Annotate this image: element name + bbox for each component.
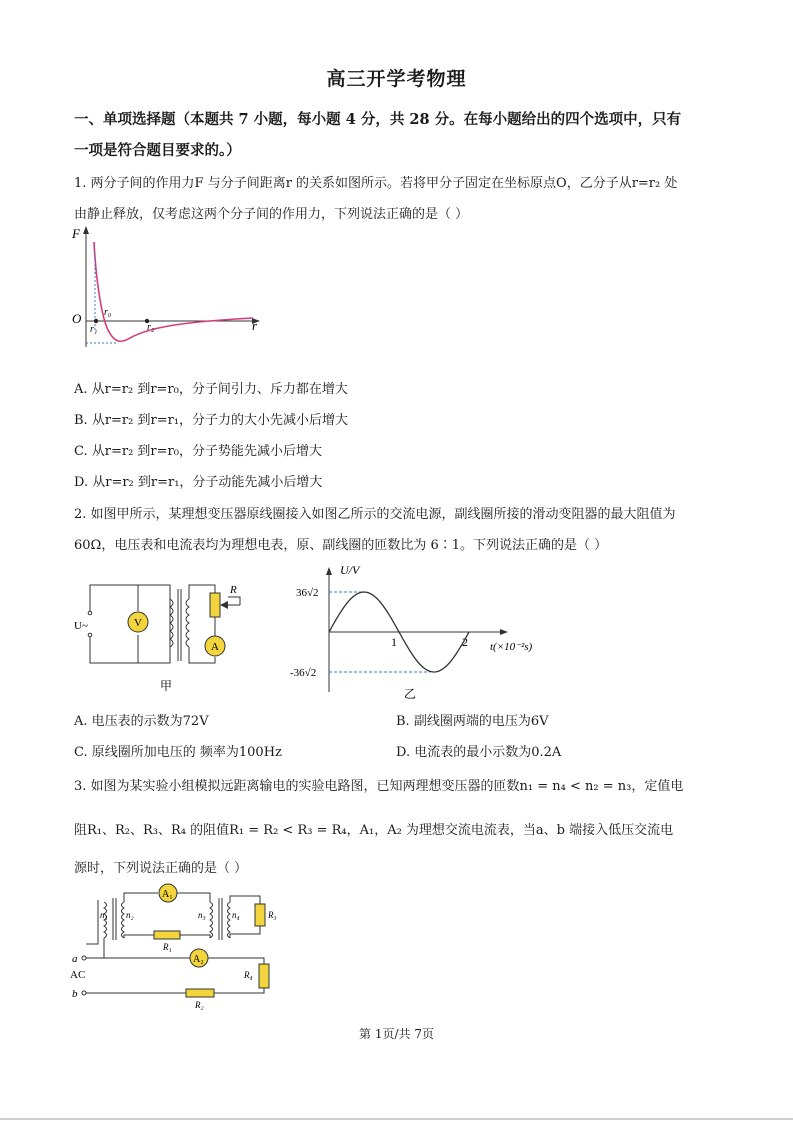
ymin-label: -36√2	[290, 667, 317, 679]
q2-transformer-circuit	[70, 575, 260, 695]
q3-stem: 3. 如图为某实验小组模拟远距离输电的实验电路图，已知两理想变压器的匝数n₁ = n₄ < n₂ = n₃，定值电	[74, 779, 684, 794]
graph-caption: 乙	[404, 687, 417, 701]
q1-stem-cont: 由静止释放，仅考虑这两个分子间的作用力，下列说法正确的是（ ）	[74, 207, 469, 222]
graph-ylabel: U/V	[340, 563, 360, 577]
n1-label: n₁	[100, 910, 108, 920]
q2-option-d: D. 电流表的最小示数为0.2A	[396, 745, 562, 760]
tick-2-label: 2	[462, 635, 468, 649]
q2-stem-cont: 60Ω，电压表和电流表均为理想电表，原、副线圈的匝数比为 6∶1。下列说法正确的是（ ）	[74, 538, 608, 553]
r0-label: r₀	[104, 307, 112, 318]
coil-n4	[228, 902, 231, 938]
q2-voltage-graph	[282, 562, 533, 702]
coil-n2	[122, 902, 125, 938]
axis-r-label: r	[252, 318, 258, 333]
ac-label: AC	[70, 969, 86, 981]
circuit-caption: 甲	[160, 679, 173, 693]
coil-n1	[104, 902, 107, 938]
q1-option-b: B. 从r=r₂ 到r=r₁，分子力的大小先减小后增大	[74, 413, 349, 428]
resistor-r2	[186, 989, 214, 997]
bottom-divider	[0, 1118, 793, 1120]
r1-label: R₁	[163, 942, 172, 952]
q2-option-b: B. 副线圈两端的电压为6V	[396, 714, 549, 729]
page-title: 高三开学考物理	[326, 68, 467, 90]
f-axis-arrow	[83, 226, 89, 234]
q2-stem: 2. 如图甲所示，某理想变压器原线圈接入如图乙所示的交流电源，副线圈所接的滑动变阻器的最大阻值为	[74, 507, 676, 522]
section-heading: 一、单项选择题（本题共 7 小题，每小题 4 分，共 28 分。在每小题给出的四个选项中，只有	[74, 111, 682, 128]
r2-label: R₂	[195, 1000, 204, 1010]
r3-label: R₃	[268, 910, 277, 920]
n2-label: n₂	[126, 910, 134, 920]
r1-label: r₁	[90, 324, 98, 335]
rheostat	[210, 593, 220, 617]
graph-xlabel: t(×10⁻²s)	[490, 641, 533, 653]
q1-option-d: D. 从r=r₂ 到r=r₁，分子动能先减小后增大	[74, 475, 323, 490]
origin-label: O	[72, 311, 82, 326]
force-curve	[94, 242, 253, 341]
resistor-r4	[259, 964, 269, 988]
q3-stem-cont: 阻R₁、R₂、R₃、R₄ 的阻值R₁ = R₂ < R₃ = R₄，A₁，A₂ 为理想交流电流表，当a、b 端接入低压交流电	[74, 823, 674, 838]
coil-n3	[210, 902, 213, 938]
axis-f-label: F	[72, 226, 80, 241]
ymax-label: 36√2	[296, 587, 319, 599]
q1-option-a: A. 从r=r₂ 到r=r₀，分子间引力、斥力都在增大	[74, 382, 348, 397]
resistor-r1	[154, 931, 180, 939]
q1-stem: 1. 两分子间的作用力F 与分子间距离r 的关系如图所示。若将甲分子固定在坐标原点O，乙分子从r=r₂ 处	[74, 176, 678, 191]
primary-coil	[170, 599, 173, 647]
terminal-a-label: a	[72, 953, 78, 965]
terminal-b-label: b	[72, 988, 78, 1000]
q3-transmission-circuit	[68, 880, 288, 1015]
source-label: U~	[74, 620, 88, 632]
page-footer: 第 1页/共 7页	[359, 1027, 434, 1041]
section-heading-cont: 一项是符合题目要求的。）	[74, 142, 241, 159]
a1-label: A₁	[162, 889, 173, 900]
r2-label: r₂	[147, 322, 155, 333]
tick-1-label: 1	[391, 635, 397, 649]
voltmeter-label: V	[134, 617, 142, 629]
q3-stem-cont2: 源时，下列说法正确的是（ ）	[74, 861, 248, 876]
q2-option-c: C. 原线圈所加电压的 频率为100Hz	[74, 745, 282, 760]
r1-point	[94, 319, 98, 323]
a2-label: A₂	[193, 954, 204, 965]
resistor-r3	[255, 904, 265, 926]
q1-option-c: C. 从r=r₂ 到r=r₀，分子势能先减小后增大	[74, 444, 322, 459]
n3-label: n₃	[198, 910, 206, 920]
secondary-coil	[186, 599, 189, 647]
q1-force-graph	[68, 222, 268, 362]
q2-option-a: A. 电压表的示数为72V	[74, 714, 209, 729]
n4-label: n₄	[232, 910, 240, 920]
resistor-label: R	[230, 584, 237, 596]
ammeter-label: A	[211, 641, 219, 653]
r4-label: R₄	[244, 970, 253, 980]
